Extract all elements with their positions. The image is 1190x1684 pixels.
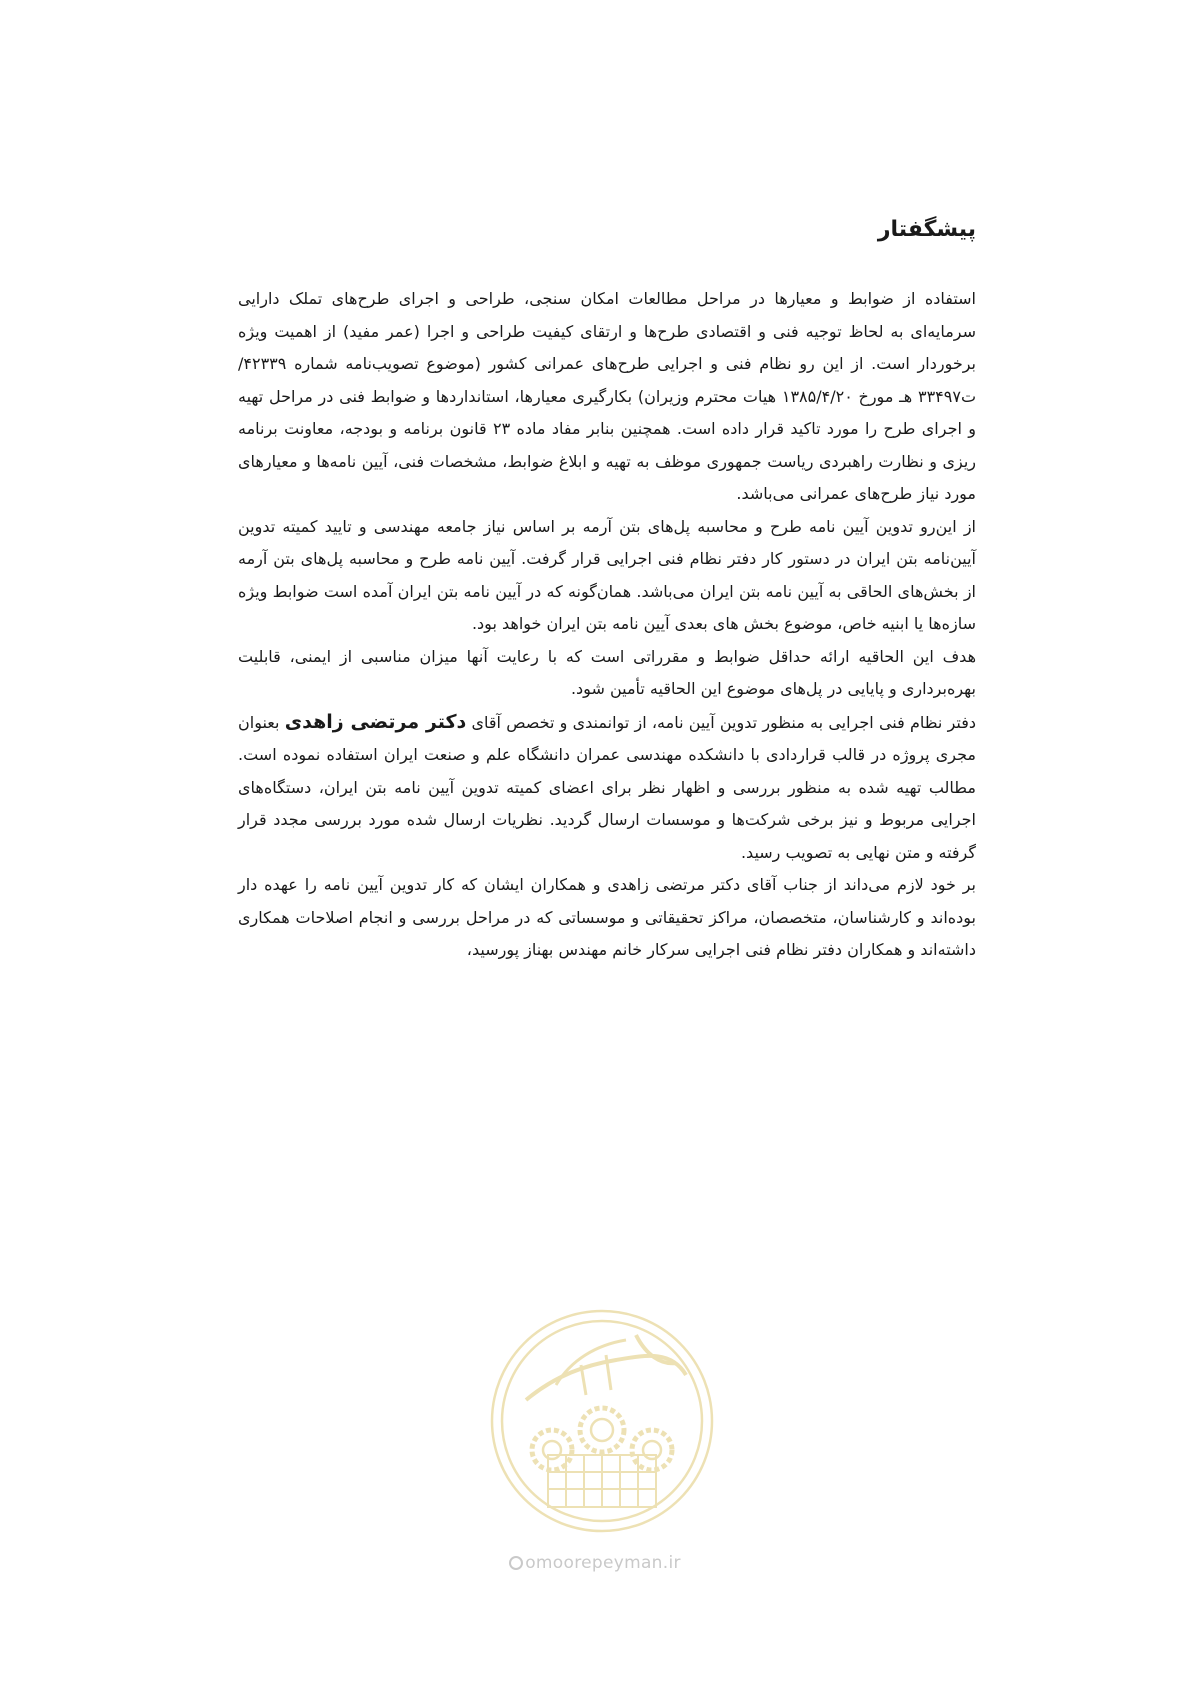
- site-url-text: omoorepeyman.ir: [525, 1553, 681, 1573]
- document-body: [238, 215, 976, 967]
- at-sign-icon: [509, 1556, 523, 1570]
- paragraph-2: از این‌رو تدوین آیین نامه طرح و محاسبه پل‌های بتن آرمه بر اساس نیاز جامعه مهندسی و تایید کمیته تدوین آیین‌نامه بتن ایران در دستور کار دفتر نظام فنی اجرایی قرار گرفت. آیین نامه طرح و محاسبه پل‌های بتن آرمه از بخش‌های الحاقی به آیین نامه بتن ایران می‌باشد. همان‌گونه که در آیین نامه بتن ایران آمده است ضوابط ویژه سازه‌ها یا ابنیه خاص، موضوع بخش های بعدی آیین نامه بتن ایران خواهد بود.: [238, 516, 976, 633]
- paragraph-5: بر خود لازم می‌داند از جناب آقای دکتر مرتضی زاهدی و همکاران ایشان که کار تدوین آیین نامه را عهده دار بوده‌اند و کارشناسان، متخصصان، مراکز تحقیقاتی و موسساتی که در مراحل بررسی و انجام اصلاحات همکاری داشته‌اند و همکاران دفتر نظام فنی اجرایی سرکار خانم مهندس بهناز پورسید،: [238, 875, 976, 959]
- paragraph-4-rest: بعنوان مجری پروژه در قالب قراردادی با دانشکده مهندسی عمران دانشگاه علم و صنعت ایران استفاده نموده است. مطالب تهیه شده به منظور بررسی و اظهار نظر برای اعضای کمیته تدوین آیین نامه بتن ایران، دستگاه‌های اجرایی مربوط و نیز برخی شرکت‌ها و موسسات ارسال گردید. نظریات ارسال شده مورد بررسی مجدد قرار گرفته و متن نهایی به تصویب رسید.: [238, 712, 976, 862]
- page-heading: پیشگفتار: [877, 217, 976, 242]
- watermark-site-url: [480, 1553, 710, 1573]
- watermark-logo: [486, 1305, 718, 1537]
- paragraph-1: استفاده از ضوابط و معیارها در مراحل مطالعات امکان سنجی، طراحی و اجرای طرح‌های تملک دارایی سرمایه‌ای به لحاظ توجیه فنی و اقتصادی طرح‌ها و ارتقای کیفیت طراحی و اجرا (عمر مفید) از اهمیت ویژه برخوردار است. از این رو نظام فنی و اجرایی طرح‌های عمرانی کشور (موضوع تصویب‌نامه شماره ۴۲۳۳۹/ت۳۳۴۹۷ هـ مورخ ۱۳۸۵/۴/۲۰ هیات محترم وزیران) بکارگیری معیارها، استانداردها و ضوابط فنی در مراحل تهیه و اجرای طرح را مورد تاکید قرار داده است. همچنین بنابر مفاد ماده ۲۳ قانون برنامه و بودجه، معاونت برنامه ریزی و نظارت راهبردی ریاست جمهوری موظف به تهیه و ابلاغ ضوابط، مشخصات فنی، آیین نامه‌ها و معیارهای مورد نیاز طرح‌های عمرانی می‌باشد.: [238, 289, 976, 503]
- paragraph-4-lead: دفتر نظام فنی اجرایی به منظور تدوین آیین نامه، از توانمندی و تخصص آقای: [466, 712, 976, 732]
- paragraph-4: [238, 706, 976, 870]
- paragraph-3: هدف این الحاقیه ارائه حداقل ضوابط و مقرراتی است که با رعایت آنها میزان مناسبی از ایمنی، قابلیت بهره‌برداری و پایایی در پل‌های موضوع این الحاقیه تأمین شود.: [238, 646, 976, 698]
- author-name: دکتر مرتضی زاهدی: [284, 710, 467, 733]
